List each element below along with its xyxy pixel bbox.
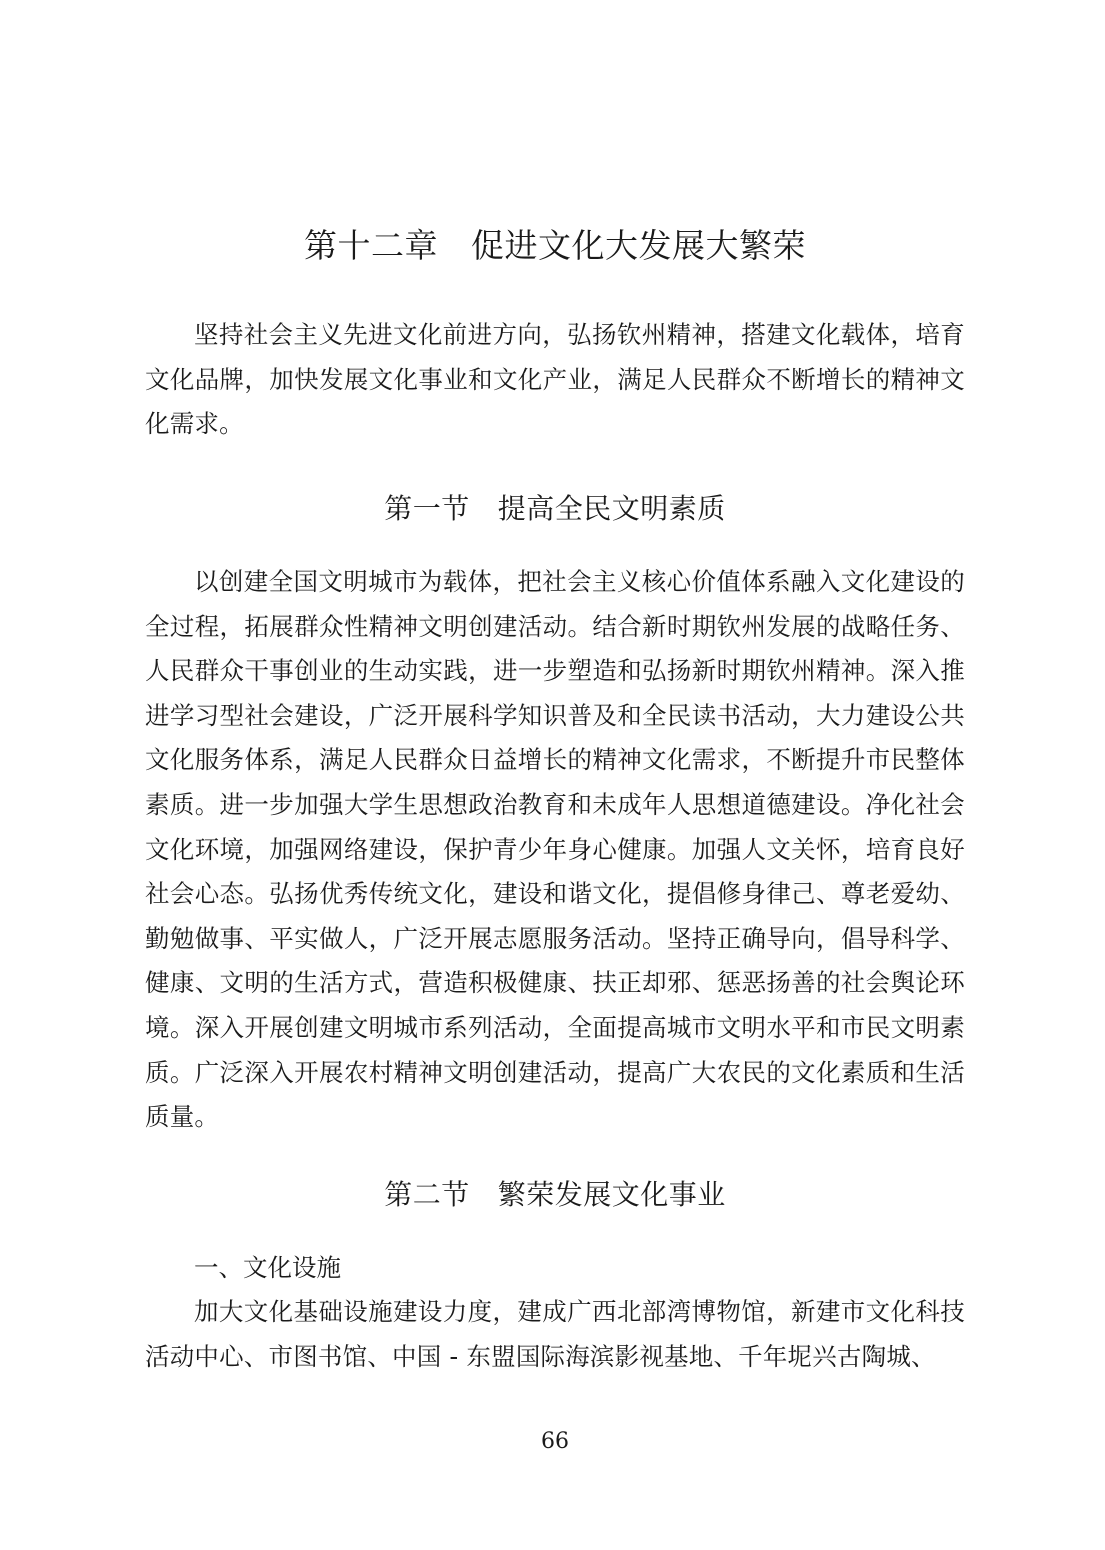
chapter-intro-paragraph: 坚持社会主义先进文化前进方向，弘扬钦州精神，搭建文化载体，培育文化品牌，加快发展文化事业和文化产业，满足人民群众不断增长的精神文化需求。 bbox=[145, 320, 965, 439]
section-1-paragraph: 以创建全国文明城市为载体，把社会主义核心价值体系融入文化建设的全过程，拓展群众性精神文明创建活动。结合新时期钦州发展的战略任务、人民群众干事创业的生动实践，进一步塑造和弘扬新时期钦州精神。深入推进学习型社会建设，广泛开展科学知识普及和全民读书活动，大力建设公共文化服务体系，满足人民群众日益增长的精神文化需求，不断提升市民整体素质。进一步加强大学生思想政治教育和未成年人思想道德建设。净化社会文化环境，加强网络建设，保护青少年身心健康。加强人文关怀，培育良好社会心态。弘扬优秀传统文化，建设和谐文化，提倡修身律己、尊老爱幼、勤勉做事、平实做人，广泛开展志愿服务活动。坚持正确导向，倡导科学、健康、文明的生活方式，营造积极健康、扶正却邪、惩恶扬善的社会舆论环境。深入开展创建文明城市系列活动，全面提高城市文明水平和市民文明素质。广泛深入开展农村精神文明创建活动，提高广大农民的文化素质和生活质量。 bbox=[145, 567, 965, 1132]
chapter-title bbox=[145, 222, 965, 270]
section-1-name: 提高全民文明素质 bbox=[497, 492, 726, 525]
page-number: 66 bbox=[541, 1429, 569, 1454]
section-2-title bbox=[145, 1173, 965, 1217]
document-page bbox=[145, 0, 965, 1550]
chapter-number: 第十二章 bbox=[304, 226, 438, 265]
chapter-name: 促进文化大发展大繁荣 bbox=[471, 226, 806, 265]
section-2-paragraph: 加大文化基础设施建设力度，建成广西北部湾博物馆，新建市文化科技活动中心、市图书馆、中国 - 东盟国际海滨影视基地、千年坭兴古陶城、 bbox=[145, 1297, 965, 1371]
section-1-number: 第一节 bbox=[384, 492, 470, 525]
section-2-name: 繁荣发展文化事业 bbox=[497, 1178, 726, 1211]
subsection-heading: 一、文化设施 bbox=[194, 1253, 341, 1282]
section-2-number: 第二节 bbox=[384, 1178, 470, 1211]
section-1-title bbox=[145, 487, 965, 531]
